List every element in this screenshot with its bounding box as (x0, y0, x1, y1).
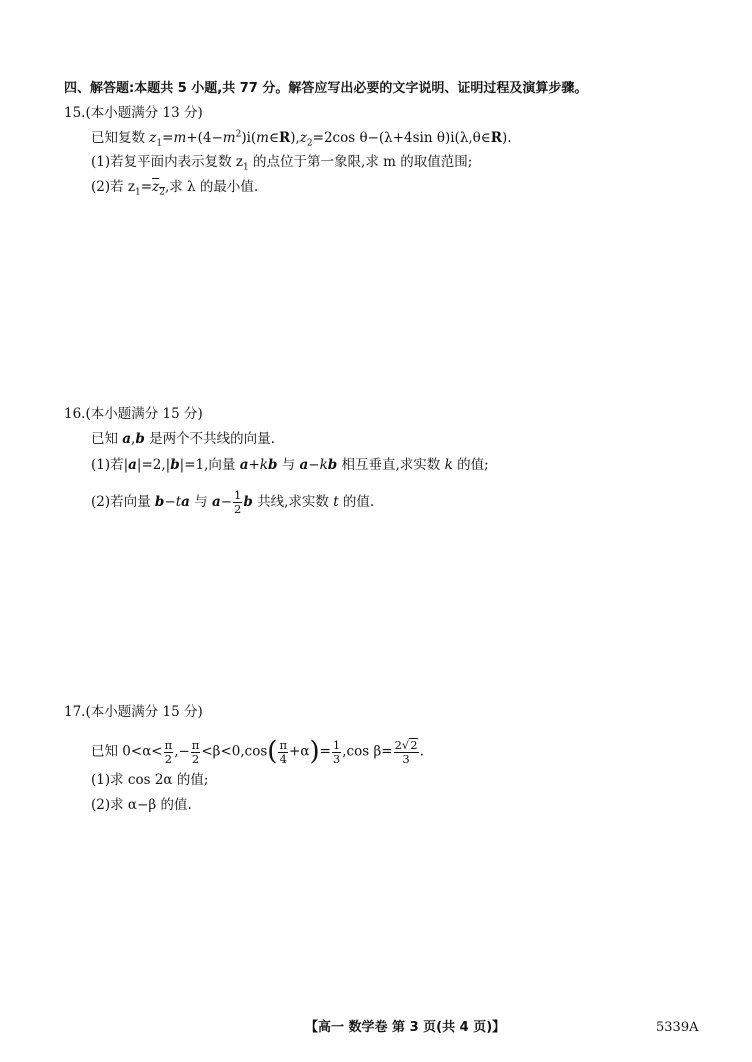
q15-intro: 已知复数 $z_1=m+(4-m^2)i(m\in R),z_2=2\cos$ θ−(λ+4sin θ)i(λ,θ∈R). (91, 129, 512, 149)
footer-page-info: 【高一 数学卷 第 3 页(共 4 页)】 (305, 1020, 506, 1035)
q15-title: 15.(本小题满分 13 分) (64, 105, 203, 121)
q15-part1: (1)若复平面内表示复数 $z_1$ 的点位于第一象限,求 m 的取值范围; (91, 154, 473, 173)
q15-part2: (2)若 $z_1=z_2$,求 λ 的最小值. (91, 179, 259, 198)
q16-title: 16.(本小题满分 15 分) (64, 406, 203, 422)
q17-intro: 已知 0<α< $\frac{\pi}{2}$ ,− $\frac{\pi}{2}$ <β<0,cos( $\frac{\pi}{4}$ +α)= $\frac{1}{3}$ ,cos β= $\frac{2√2}{3}$ . (91, 736, 424, 767)
q17-title: 17.(本小题满分 15 分) (64, 704, 203, 720)
q16-part2: (2)若向量 b−ta 与 a− $\frac{1}{2}$ b 共线,求实数 t 的值. (91, 488, 375, 516)
q16-part1: (1)若|a|=2,|b|=1,向量 a+kb 与 a−kb 相互垂直,求实数 k 的值; (91, 457, 489, 473)
section-header: 四、解答题:本题共 5 小题,共 77 分。解答应写出必要的文字说明、证明过程及演算步骤。 (64, 81, 588, 96)
q17-part1: (1)求 cos 2α 的值; (91, 772, 209, 788)
footer-code: 5339A (656, 1020, 699, 1035)
q16-intro: 已知 a,b 是两个不共线的向量. (91, 431, 275, 447)
q17-part2: (2)求 α−β 的值. (91, 797, 192, 813)
